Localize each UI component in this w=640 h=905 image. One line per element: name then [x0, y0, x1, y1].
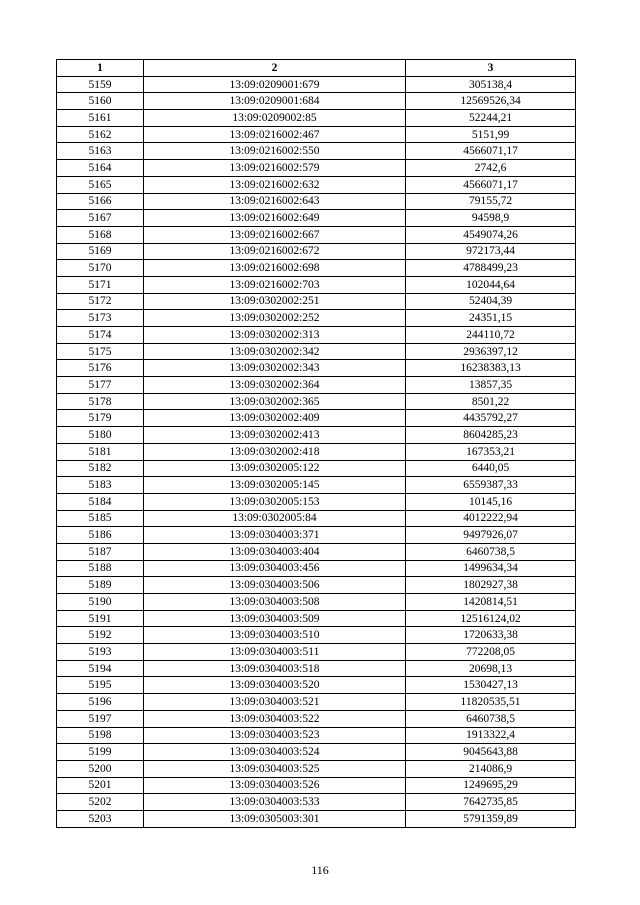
cadastral-number-cell: 13:09:0304003:456 [144, 560, 406, 577]
cadastral-number-cell: 13:09:0304003:524 [144, 744, 406, 761]
cadastral-number-cell: 13:09:0216002:667 [144, 226, 406, 243]
cadastral-number-cell: 13:09:0302002:251 [144, 293, 406, 310]
cadastral-number-cell: 13:09:0304003:371 [144, 527, 406, 544]
value-cell: 4012222,94 [406, 510, 576, 527]
column-header-1: 1 [57, 60, 144, 77]
table-row [57, 276, 576, 293]
value-cell: 7642735,85 [406, 794, 576, 811]
table-row [57, 327, 576, 344]
value-cell: 6559387,33 [406, 477, 576, 494]
cadastral-number-cell: 13:09:0216002:649 [144, 210, 406, 227]
row-number-cell: 5160 [57, 93, 144, 110]
value-cell: 12569526,34 [406, 93, 576, 110]
row-number-cell: 5198 [57, 727, 144, 744]
table-row [57, 527, 576, 544]
cadastral-number-cell: 13:09:0304003:525 [144, 760, 406, 777]
row-number-cell: 5178 [57, 393, 144, 410]
cadastral-number-cell: 13:09:0302002:343 [144, 360, 406, 377]
table-row [57, 110, 576, 127]
cadastral-number-cell: 13:09:0302002:413 [144, 427, 406, 444]
cadastral-number-cell: 13:09:0302002:364 [144, 377, 406, 394]
cadastral-number-cell: 13:09:0216002:672 [144, 243, 406, 260]
cadastral-number-cell: 13:09:0216002:632 [144, 176, 406, 193]
table-row [57, 293, 576, 310]
table-row [57, 93, 576, 110]
table-row [57, 126, 576, 143]
row-number-cell: 5197 [57, 710, 144, 727]
cadastral-number-cell: 13:09:0302002:313 [144, 327, 406, 344]
table-row [57, 410, 576, 427]
table-row [57, 443, 576, 460]
table-row [57, 594, 576, 611]
table-row [57, 577, 576, 594]
row-number-cell: 5177 [57, 377, 144, 394]
value-cell: 6440,05 [406, 460, 576, 477]
table-row [57, 710, 576, 727]
row-number-cell: 5196 [57, 694, 144, 711]
table-row [57, 543, 576, 560]
row-number-cell: 5159 [57, 76, 144, 93]
cadastral-number-cell: 13:09:0304003:511 [144, 644, 406, 661]
cadastral-number-cell: 13:09:0209002:85 [144, 110, 406, 127]
row-number-cell: 5183 [57, 477, 144, 494]
row-number-cell: 5200 [57, 760, 144, 777]
value-cell: 1720633,38 [406, 627, 576, 644]
cadastral-number-cell: 13:09:0304003:520 [144, 677, 406, 694]
row-number-cell: 5175 [57, 343, 144, 360]
value-cell: 1530427,13 [406, 677, 576, 694]
row-number-cell: 5201 [57, 777, 144, 794]
table-row [57, 393, 576, 410]
cadastral-number-cell: 13:09:0302002:409 [144, 410, 406, 427]
cadastral-number-cell: 13:09:0216002:643 [144, 193, 406, 210]
cadastral-number-cell: 13:09:0216002:698 [144, 260, 406, 277]
row-number-cell: 5172 [57, 293, 144, 310]
table-row [57, 76, 576, 93]
row-number-cell: 5179 [57, 410, 144, 427]
value-cell: 8501,22 [406, 393, 576, 410]
cadastral-number-cell: 13:09:0216002:579 [144, 160, 406, 177]
table-row [57, 260, 576, 277]
table-row [57, 760, 576, 777]
value-cell: 16238383,13 [406, 360, 576, 377]
table-row [57, 310, 576, 327]
cadastral-number-cell: 13:09:0302005:153 [144, 493, 406, 510]
value-cell: 11820535,51 [406, 694, 576, 711]
cadastral-number-cell: 13:09:0302002:252 [144, 310, 406, 327]
row-number-cell: 5176 [57, 360, 144, 377]
value-cell: 1499634,34 [406, 560, 576, 577]
row-number-cell: 5181 [57, 443, 144, 460]
row-number-cell: 5202 [57, 794, 144, 811]
table-row [57, 610, 576, 627]
table-row [57, 493, 576, 510]
table-row [57, 660, 576, 677]
value-cell: 4566071,17 [406, 176, 576, 193]
page-number: 116 [311, 863, 329, 877]
value-cell: 1420814,51 [406, 594, 576, 611]
value-cell: 214086,9 [406, 760, 576, 777]
row-number-cell: 5199 [57, 744, 144, 761]
value-cell: 4566071,17 [406, 143, 576, 160]
table-body [57, 76, 576, 827]
table-row [57, 777, 576, 794]
value-cell: 5791359,89 [406, 810, 576, 827]
row-number-cell: 5188 [57, 560, 144, 577]
value-cell: 5151,99 [406, 126, 576, 143]
row-number-cell: 5193 [57, 644, 144, 661]
cadastral-number-cell: 13:09:0305003:301 [144, 810, 406, 827]
value-cell: 1802927,38 [406, 577, 576, 594]
row-number-cell: 5161 [57, 110, 144, 127]
row-number-cell: 5165 [57, 176, 144, 193]
row-number-cell: 5190 [57, 594, 144, 611]
row-number-cell: 5162 [57, 126, 144, 143]
cadastral-number-cell: 13:09:0216002:550 [144, 143, 406, 160]
table-row [57, 360, 576, 377]
value-cell: 9045643,88 [406, 744, 576, 761]
table-row [57, 627, 576, 644]
table-row [57, 794, 576, 811]
row-number-cell: 5164 [57, 160, 144, 177]
table-row [57, 377, 576, 394]
cadastral-number-cell: 13:09:0304003:510 [144, 627, 406, 644]
value-cell: 4788499,23 [406, 260, 576, 277]
cadastral-number-cell: 13:09:0302002:342 [144, 343, 406, 360]
table-row [57, 160, 576, 177]
row-number-cell: 5187 [57, 543, 144, 560]
table-row [57, 143, 576, 160]
row-number-cell: 5184 [57, 493, 144, 510]
cadastral-number-cell: 13:09:0304003:523 [144, 727, 406, 744]
cadastral-number-cell: 13:09:0304003:509 [144, 610, 406, 627]
row-number-cell: 5182 [57, 460, 144, 477]
value-cell: 52404,39 [406, 293, 576, 310]
cadastral-number-cell: 13:09:0304003:508 [144, 594, 406, 611]
table-row [57, 427, 576, 444]
cadastral-number-cell: 13:09:0302002:418 [144, 443, 406, 460]
table-row [57, 744, 576, 761]
row-number-cell: 5167 [57, 210, 144, 227]
row-number-cell: 5189 [57, 577, 144, 594]
cadastral-number-cell: 13:09:0302005:122 [144, 460, 406, 477]
cadastral-number-cell: 13:09:0304003:506 [144, 577, 406, 594]
table-row [57, 460, 576, 477]
value-cell: 6460738,5 [406, 710, 576, 727]
row-number-cell: 5166 [57, 193, 144, 210]
row-number-cell: 5170 [57, 260, 144, 277]
value-cell: 24351,15 [406, 310, 576, 327]
cadastral-number-cell: 13:09:0304003:518 [144, 660, 406, 677]
column-header-2: 2 [144, 60, 406, 77]
cadastral-number-cell: 13:09:0304003:521 [144, 694, 406, 711]
table-row [57, 510, 576, 527]
value-cell: 8604285,23 [406, 427, 576, 444]
row-number-cell: 5195 [57, 677, 144, 694]
value-cell: 9497926,07 [406, 527, 576, 544]
value-cell: 1249695,29 [406, 777, 576, 794]
table-row [57, 677, 576, 694]
cadastral-number-cell: 13:09:0304003:526 [144, 777, 406, 794]
value-cell: 772208,05 [406, 644, 576, 661]
row-number-cell: 5194 [57, 660, 144, 677]
value-cell: 2936397,12 [406, 343, 576, 360]
row-number-cell: 5191 [57, 610, 144, 627]
value-cell: 102044,64 [406, 276, 576, 293]
value-cell: 13857,35 [406, 377, 576, 394]
row-number-cell: 5174 [57, 327, 144, 344]
value-cell: 4549074,26 [406, 226, 576, 243]
row-number-cell: 5203 [57, 810, 144, 827]
table-row [57, 176, 576, 193]
value-cell: 4435792,27 [406, 410, 576, 427]
table-header-row [57, 60, 576, 77]
cadastral-number-cell: 13:09:0302002:365 [144, 393, 406, 410]
data-table [56, 59, 576, 828]
cadastral-number-cell: 13:09:0216002:703 [144, 276, 406, 293]
table-row [57, 560, 576, 577]
table-row [57, 810, 576, 827]
value-cell: 6460738,5 [406, 543, 576, 560]
value-cell: 972173,44 [406, 243, 576, 260]
value-cell: 10145,16 [406, 493, 576, 510]
table-row [57, 226, 576, 243]
row-number-cell: 5171 [57, 276, 144, 293]
table-row [57, 343, 576, 360]
row-number-cell: 5186 [57, 527, 144, 544]
cadastral-number-cell: 13:09:0216002:467 [144, 126, 406, 143]
cadastral-number-cell: 13:09:0302005:145 [144, 477, 406, 494]
row-number-cell: 5173 [57, 310, 144, 327]
table-row [57, 193, 576, 210]
table-row [57, 210, 576, 227]
row-number-cell: 5180 [57, 427, 144, 444]
table-row [57, 727, 576, 744]
value-cell: 94598,9 [406, 210, 576, 227]
value-cell: 305138,4 [406, 76, 576, 93]
value-cell: 167353,21 [406, 443, 576, 460]
value-cell: 52244,21 [406, 110, 576, 127]
cadastral-number-cell: 13:09:0209001:679 [144, 76, 406, 93]
table-row [57, 644, 576, 661]
cadastral-number-cell: 13:09:0304003:522 [144, 710, 406, 727]
row-number-cell: 5192 [57, 627, 144, 644]
table-row [57, 694, 576, 711]
value-cell: 2742,6 [406, 160, 576, 177]
value-cell: 1913322,4 [406, 727, 576, 744]
value-cell: 12516124,02 [406, 610, 576, 627]
table-row [57, 477, 576, 494]
cadastral-number-cell: 13:09:0304003:533 [144, 794, 406, 811]
cadastral-number-cell: 13:09:0209001:684 [144, 93, 406, 110]
row-number-cell: 5163 [57, 143, 144, 160]
value-cell: 20698,13 [406, 660, 576, 677]
cadastral-number-cell: 13:09:0304003:404 [144, 543, 406, 560]
row-number-cell: 5168 [57, 226, 144, 243]
value-cell: 244110,72 [406, 327, 576, 344]
value-cell: 79155,72 [406, 193, 576, 210]
table-row [57, 243, 576, 260]
cadastral-number-cell: 13:09:0302005:84 [144, 510, 406, 527]
row-number-cell: 5185 [57, 510, 144, 527]
column-header-3: 3 [406, 60, 576, 77]
row-number-cell: 5169 [57, 243, 144, 260]
